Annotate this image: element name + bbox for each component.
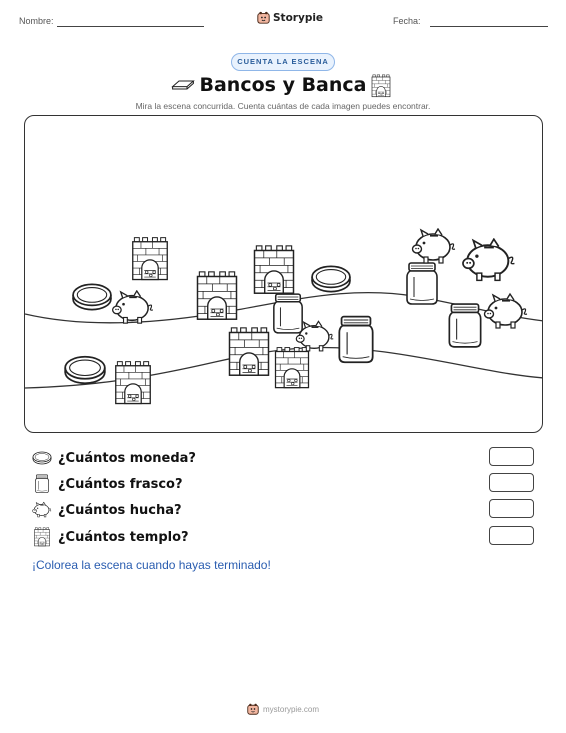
temple-2 [255,246,294,293]
question-coin: ¿Cuántos moneda? [58,450,196,466]
question-pig: ¿Cuántos hucha? [58,502,182,518]
date-label: Fecha: [393,16,421,26]
question-row-pig [32,500,532,520]
question-row-coin [32,448,532,468]
temple-3 [198,272,237,319]
coloring-note: ¡Colorea la escena cuando hayas terminado! [32,558,271,572]
temple-icon [32,527,52,547]
coin-2 [312,266,350,291]
footer-site: mystorypie.com [262,704,319,714]
question-temple: ¿Cuántos templo? [58,529,189,545]
answer-box-temple[interactable] [489,526,534,545]
coin-3 [65,357,105,383]
temple-6 [116,362,151,404]
pig-3 [413,229,456,263]
temple-title-icon [371,74,391,98]
activity-badge: CUENTA LA ESCENA [231,53,335,71]
page-title: Bancos y Banca [199,74,367,96]
temple-5 [276,348,309,388]
coin-1 [73,284,111,309]
piggy-bank-icon [32,500,52,520]
pig-1 [113,291,153,323]
brand-name: Storypie [273,11,324,24]
jar-icon [32,474,52,494]
page-subtitle: Mira la escena concurrida. Cuenta cuántas de cada imagen puedes encontrar. [135,101,431,111]
footer [0,703,566,715]
jar-2 [407,263,437,304]
date-line[interactable] [430,26,548,27]
question-row-temple [32,527,532,547]
brand-logo [257,11,323,24]
temple-1 [133,238,168,280]
temple-4 [230,328,269,375]
question-row-jar [32,474,532,494]
counting-scene [24,115,543,433]
name-line[interactable] [57,26,204,27]
pig-4 [463,239,514,280]
question-jar: ¿Cuántos frasco? [58,476,183,492]
jar-3 [339,317,372,363]
jar-1 [274,294,302,333]
answer-box-pig[interactable] [489,499,534,518]
name-label: Nombre: [19,16,54,26]
pig-5 [485,294,528,328]
answer-box-jar[interactable] [489,473,534,492]
scene-drawing [25,116,543,433]
footer-logo-icon [247,703,259,715]
coin-icon [32,448,52,468]
storypie-logo-icon [257,11,270,24]
jar-4 [449,304,480,347]
answer-box-coin[interactable] [489,447,534,466]
